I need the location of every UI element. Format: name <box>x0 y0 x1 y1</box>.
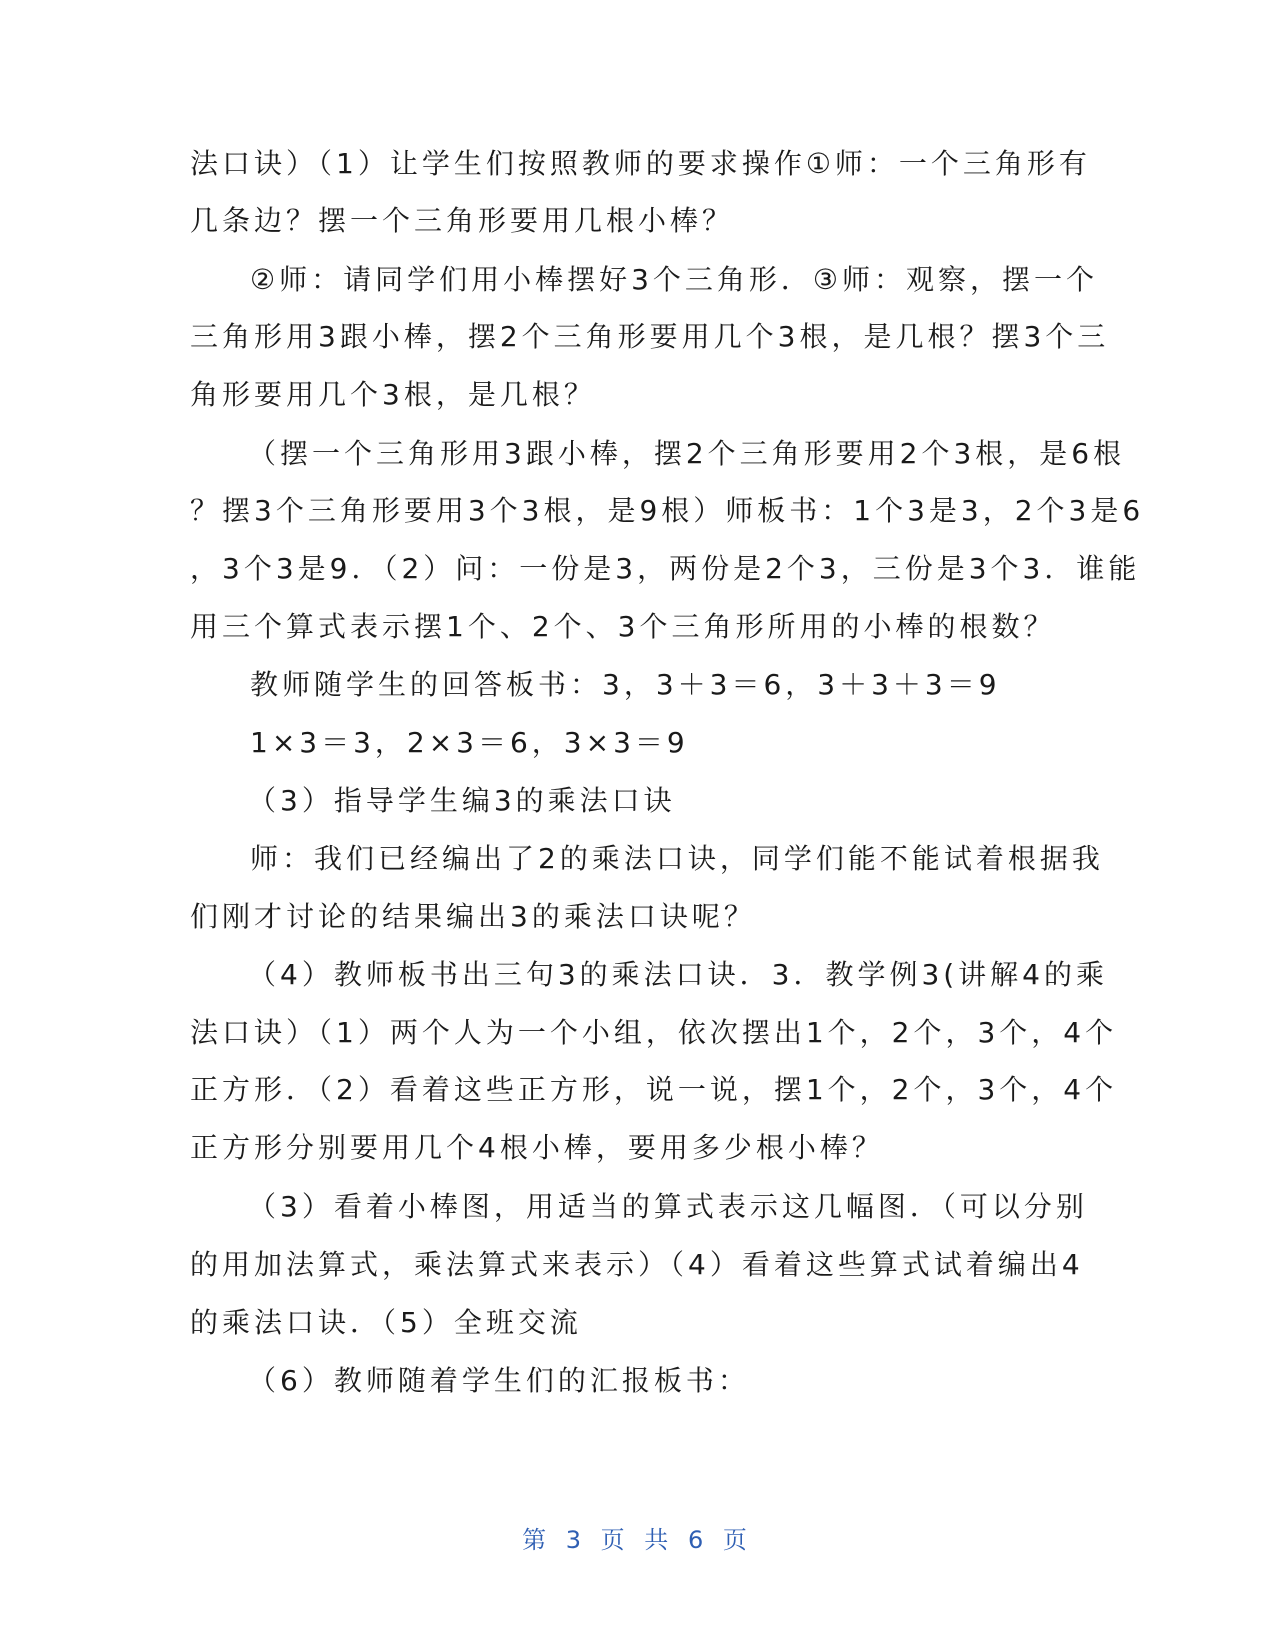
text-line: 们刚才讨论的结果编出3的乘法口诀呢？ <box>190 900 756 933</box>
text-line: 的乘法口诀．（5）全班交流 <box>190 1306 582 1339</box>
text-line: ？摆3个三角形要用3个3根，是9根）师板书：1个3是3，2个3是6 <box>190 494 1145 527</box>
text-line: 三角形用3跟小棒，摆2个三角形要用几个3根，是几根？摆3个三 <box>190 320 1110 353</box>
text-line: ②师：请同学们用小棒摆好3个三角形．③师：观察，摆一个 <box>250 263 1099 296</box>
text-line: 教师随学生的回答板书：3，3＋3＝6，3＋3＋3＝9 <box>250 668 1001 701</box>
text-line: 师：我们已经编出了2的乘法口诀，同学们能不能试着根据我 <box>250 842 1104 875</box>
text-line: 的用加法算式，乘法算式来表示）（4）看着这些算式试着编出4 <box>190 1248 1084 1281</box>
text-line: （6）教师随着学生们的汇报板书： <box>248 1364 750 1397</box>
text-line: （3）看着小棒图，用适当的算式表示这几幅图．（可以分别 <box>248 1190 1088 1223</box>
page-number-footer: 第 3 页 共 6 页 <box>522 1526 753 1554</box>
text-line: 用三个算式表示摆1个、2个、3个三角形所用的小棒的根数？ <box>190 610 1056 643</box>
text-line: （摆一个三角形用3跟小棒，摆2个三角形要用2个3根，是6根 <box>248 437 1126 470</box>
text-line: （3）指导学生编3的乘法口诀 <box>248 784 676 817</box>
text-line: （4）教师板书出三句3的乘法口诀．3．教学例3(讲解4的乘 <box>248 958 1108 991</box>
text-line: 法口诀）（1）两个人为一个小组，依次摆出1个，2个，3个，4个 <box>190 1016 1118 1049</box>
text-line: 正方形分别要用几个4根小棒，要用多少根小棒？ <box>190 1131 884 1164</box>
text-line: 几条边？摆一个三角形要用几根小棒？ <box>190 204 735 237</box>
text-line: ，3个3是9．（2）问：一份是3，两份是2个3，三份是3个3．谁能 <box>190 552 1141 585</box>
text-line: 角形要用几个3根，是几根？ <box>190 378 596 411</box>
text-line: 1×3＝3，2×3＝6，3×3＝9 <box>250 726 689 759</box>
text-line: 法口诀）（1）让学生们按照教师的要求操作①师：一个三角形有 <box>190 147 1091 180</box>
text-line: 正方形．（2）看着这些正方形，说一说，摆1个，2个，3个，4个 <box>190 1073 1118 1106</box>
